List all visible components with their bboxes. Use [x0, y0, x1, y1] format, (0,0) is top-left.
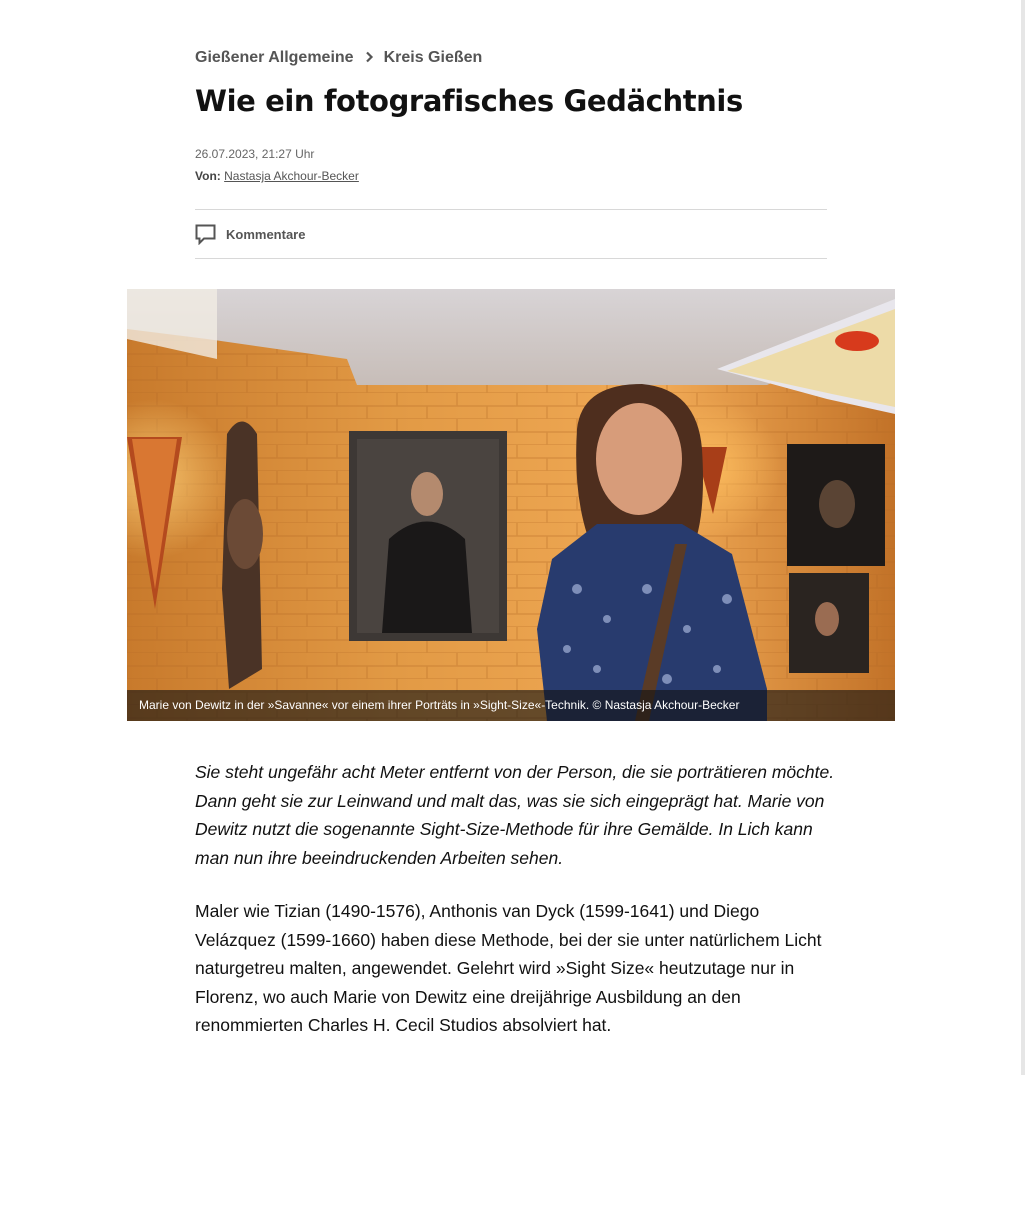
- comments-label: Kommentare: [226, 226, 306, 242]
- author-line: [195, 169, 359, 183]
- speech-bubble-icon: [195, 224, 216, 245]
- author-prefix: Von:: [195, 169, 221, 183]
- author-link[interactable]: Nastasja Akchour-Becker: [224, 169, 359, 183]
- chevron-right-icon: [354, 50, 384, 67]
- breadcrumb-home[interactable]: Gießener Allgemeine: [195, 49, 354, 66]
- breadcrumb: [195, 48, 482, 68]
- comments-button[interactable]: [195, 209, 827, 259]
- article-image[interactable]: [127, 289, 895, 721]
- scrollbar-track[interactable]: [1021, 0, 1025, 1075]
- article-paragraph: Maler wie Tizian (1490-1576), Anthonis van Dyck (1599-1641) und Diego Velázquez (1599-1660) haben diese Methode, bei der sie unter natürlichem Licht naturgetreu malten, angewendet. Gelehrt wird »Sight Size« heutzutage nur in Florenz, wo auch Marie von Dewitz eine dreijährige Ausbildung an den renommierten Charles H. Cecil Studios absolviert hat.: [195, 901, 822, 1036]
- page-title: Wie ein fotografisches Gedächtnis: [195, 84, 743, 118]
- article-lead: Sie steht ungefähr acht Meter entfernt von der Person, die sie porträtieren möchte. Dann geht sie zur Leinwand und malt das, was sie sich eingeprägt hat. Marie von Dewitz nutzt die sogenannte Sight-Size-Methode für ihre Gemälde. In Lich kann man nun ihre beeindruckenden Arbeiten sehen.: [195, 762, 835, 868]
- breadcrumb-section[interactable]: Kreis Gießen: [383, 49, 483, 66]
- photo-portrait-illustration: [127, 289, 895, 721]
- image-caption: Marie von Dewitz in der »Savanne« vor einem ihrer Porträts in »Sight-Size«-Technik. © Nastasja Akchour-Becker: [127, 690, 895, 721]
- publish-date: 26.07.2023, 21:27 Uhr: [195, 147, 315, 161]
